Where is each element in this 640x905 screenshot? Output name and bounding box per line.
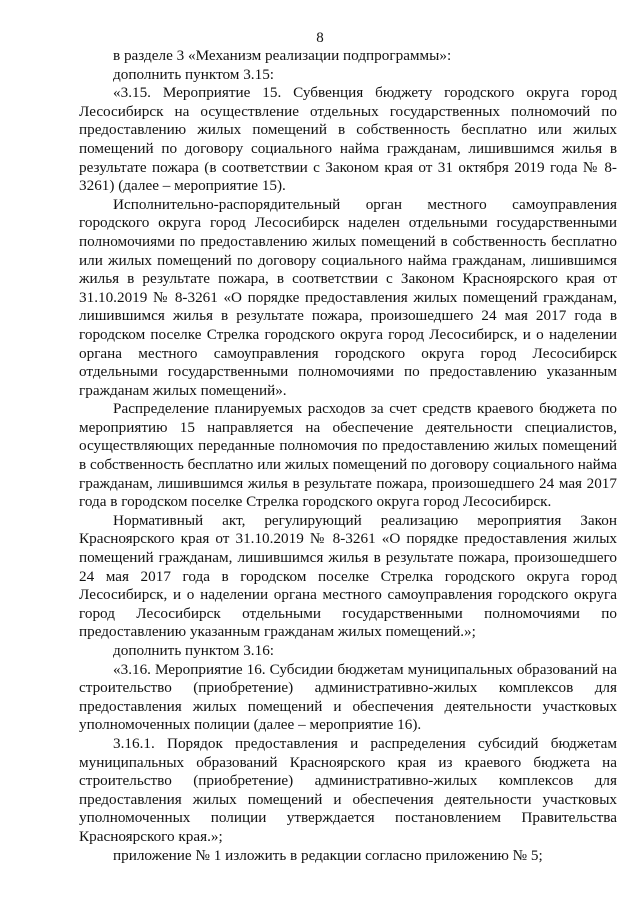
paragraph-3-15-text: «3.15. Мероприятие 15. Субвенция бюджету городского округа город Лесосибирск на осуществление отдельных государственных полномочий по предоставлению жилых помещений в собственность бесплатно или жилых помещений по договору социального найма гражданам, лишившимся жилья в результате пожара (в соответствии с Законом края от 31 октября 2019 года № 8-3261) (далее – мероприятие 15).	[79, 84, 617, 195]
paragraph-add-3-16: дополнить пунктом 3.16:	[113, 642, 275, 659]
paragraph-normative-act: Нормативный акт, регулирующий реализацию мероприятия Закон Красноярского края от 31.10.2019 № 8-3261 «О порядке предоставления жилых помещений гражданам, лишившимся жилья в результате пожара, произошедшего 24 мая 2017 года в городском поселке Стрелка городского округа город Лесосибирск, и о наделении органа местного самоуправления городского округа город Лесосибирск отдельными государственными полномочиями по предоставлению указанным гражданам жилых помещений.»;	[79, 511, 617, 641]
paragraph-appendix-1: приложение № 1 изложить в редакции согласно приложению № 5;	[113, 846, 543, 864]
paragraph-section-3-intro: в разделе 3 «Механизм реализации подпрограммы»:	[113, 47, 452, 64]
paragraph-3-16-1-text: 3.16.1. Порядок предоставления и распределения субсидий бюджетам муниципальных образований Красноярского края из краевого бюджета на строительство (приобретение) административно-жилых комплексов для предоставления жилых помещений и обеспечения деятельности участковых уполномоченных полиции утверждается постановлением Правительства Красноярского края.»;	[79, 734, 617, 845]
paragraph-add-3-15: дополнить пунктом 3.15:	[113, 65, 275, 83]
paragraph-executive-body: Исполнительно-распорядительный орган местного самоуправления городского округа город Лесосибирск наделен отдельными государственными полномочиями по предоставлению жилых помещений в собственность бесплатно или жилых помещений по договору социального найма гражданам, лишившимся жилья в результате пожара, в соответствии с Законом Красноярского края от 31.10.2019 № 8-3261 «О порядке предоставления жилых помещений гражданам, лишившимся жилья в результате пожара, произошедшего 24 мая 2017 года в городском поселке Стрелка городского округа город Лесосибирск, и о наделении органа местного самоуправления городского округа город Лесосибирск отдельными государственными полномочиями по предоставлению указанным гражданам жилых помещений».	[79, 195, 617, 399]
paragraph-expense-distribution: Распределение планируемых расходов за счет средств краевого бюджета по мероприятию 15 направляется на обеспечение деятельности специалистов, осуществляющих переданные полномочия по предоставлению жилых помещений в собственность бесплатно или жилых помещений по договору социального найма гражданам, лишившимся жилья в результате пожара, произошедшего 24 мая 2017 года в городском поселке Стрелка городского округа город Лесосибирск.	[79, 400, 617, 511]
paragraph-3-16-text: «3.16. Мероприятие 16. Субсидии бюджетам муниципальных образований на строительство (приобретение) административно-жилых комплексов для предоставления жилых помещений и обеспечения деятельности участковых уполномоченных полиции (далее – мероприятие 16).	[79, 660, 617, 734]
document-body	[79, 43, 617, 865]
page-number: 8	[316, 30, 324, 46]
